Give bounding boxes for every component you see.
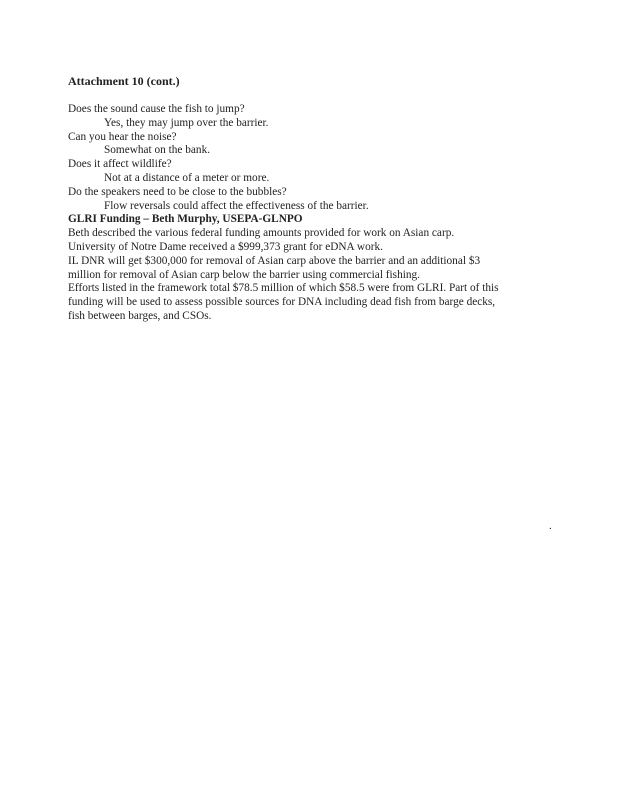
section-line-4: million for removal of Asian carp below the barrier using commercial fishing.	[68, 268, 420, 281]
section-title: GLRI Funding – Beth Murphy, USEPA-GLNPO	[68, 213, 303, 226]
section-line-7: fish between barges, and CSOs.	[68, 309, 212, 322]
qa-answer-1: Yes, they may jump over the barrier.	[104, 116, 269, 129]
qa-question-4: Do the speakers need to be close to the bubbles?	[68, 185, 287, 198]
stray-mark: .	[549, 520, 552, 532]
section-line-6: funding will be used to assess possible sources for DNA including dead fish from barge decks,	[68, 296, 496, 309]
qa-question-2: Can you hear the noise?	[68, 130, 177, 143]
document-body	[68, 103, 558, 324]
qa-question-1: Does the sound cause the fish to jump?	[68, 103, 245, 115]
qa-answer-3: Not at a distance of a meter or more.	[104, 171, 270, 184]
section-line-3: IL DNR will get $300,000 for removal of Asian carp above the barrier and an additional $3	[68, 254, 481, 267]
section-line-5: Efforts listed in the framework total $78.5 million of which $58.5 were from GLRI. Part of this	[68, 282, 499, 295]
section-line-2: University of Notre Dame received a $999,373 grant for eDNA work.	[68, 240, 383, 253]
qa-answer-2: Somewhat on the bank.	[104, 144, 211, 157]
qa-question-3: Does it affect wildlife?	[68, 158, 172, 171]
qa-answer-4: Flow reversals could affect the effectiveness of the barrier.	[104, 199, 369, 212]
attachment-heading: Attachment 10 (cont.)	[68, 74, 180, 88]
section-line-1: Beth described the various federal funding amounts provided for work on Asian carp.	[68, 227, 455, 240]
